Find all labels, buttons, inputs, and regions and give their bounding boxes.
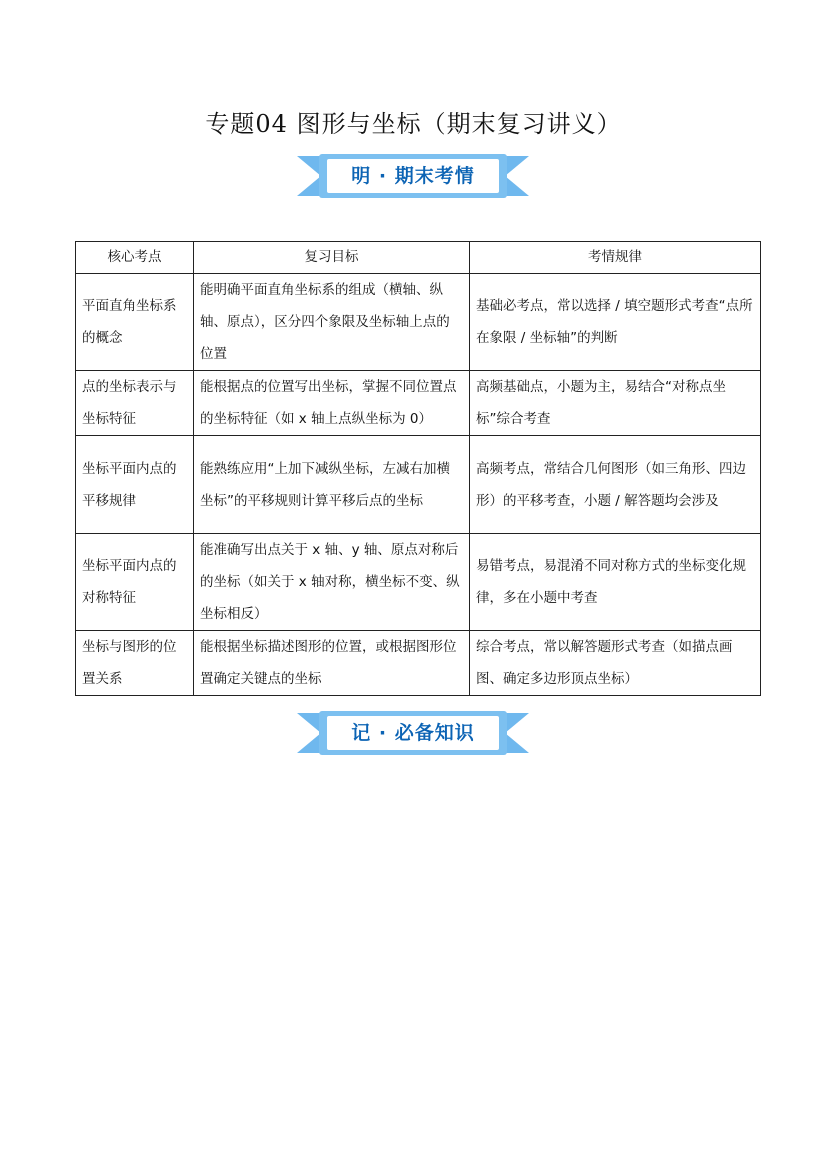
cell-core-point: 坐标平面内点的对称特征 <box>76 534 194 631</box>
table-row <box>76 436 761 534</box>
page-title: 专题04 图形与坐标（期末复习讲义） <box>205 110 622 138</box>
banner-label: 记 · 必备知识 <box>351 722 475 744</box>
table-row <box>76 534 761 631</box>
cell-review-goal: 能准确写出点关于 x 轴、y 轴、原点对称后的坐标（如关于 x 轴对称，横坐标不变、纵坐标相反） <box>194 534 470 631</box>
banner-label: 明 · 期末考情 <box>351 165 475 187</box>
section-banner-key-knowledge <box>297 711 529 755</box>
cell-review-goal: 能根据点的位置写出坐标，掌握不同位置点的坐标特征（如 x 轴上点纵坐标为 0） <box>194 371 470 436</box>
cell-core-point: 点的坐标表示与坐标特征 <box>76 371 194 436</box>
cell-exam-pattern: 易错考点，易混淆不同对称方式的坐标变化规律，多在小题中考查 <box>470 534 761 631</box>
cell-core-point: 平面直角坐标系的概念 <box>76 274 194 371</box>
cell-exam-pattern: 基础必考点，常以选择 / 填空题形式考查“点所在象限 / 坐标轴”的判断 <box>470 274 761 371</box>
cell-exam-pattern: 高频考点，常结合几何图形（如三角形、四边形）的平移考查，小题 / 解答题均会涉及 <box>470 436 761 534</box>
section-banner-exam-overview <box>297 154 529 198</box>
cell-exam-pattern: 高频基础点，小题为主，易结合“对称点坐标”综合考查 <box>470 371 761 436</box>
cell-exam-pattern: 综合考点，常以解答题形式考查（如描点画图、确定多边形顶点坐标） <box>470 631 761 696</box>
cell-review-goal: 能熟练应用“上加下减纵坐标，左减右加横坐标”的平移规则计算平移后点的坐标 <box>194 436 470 534</box>
header-review-goal: 复习目标 <box>194 242 470 274</box>
review-table <box>75 241 761 696</box>
table-row <box>76 274 761 371</box>
table-row <box>76 371 761 436</box>
cell-core-point: 坐标平面内点的平移规律 <box>76 436 194 534</box>
cell-review-goal: 能明确平面直角坐标系的组成（横轴、纵轴、原点），区分四个象限及坐标轴上点的位置 <box>194 274 470 371</box>
table-row <box>76 631 761 696</box>
cell-core-point: 坐标与图形的位置关系 <box>76 631 194 696</box>
table-header-row <box>76 242 761 274</box>
header-exam-pattern: 考情规律 <box>470 242 761 274</box>
header-core-point: 核心考点 <box>76 242 194 274</box>
cell-review-goal: 能根据坐标描述图形的位置，或根据图形位置确定关键点的坐标 <box>194 631 470 696</box>
